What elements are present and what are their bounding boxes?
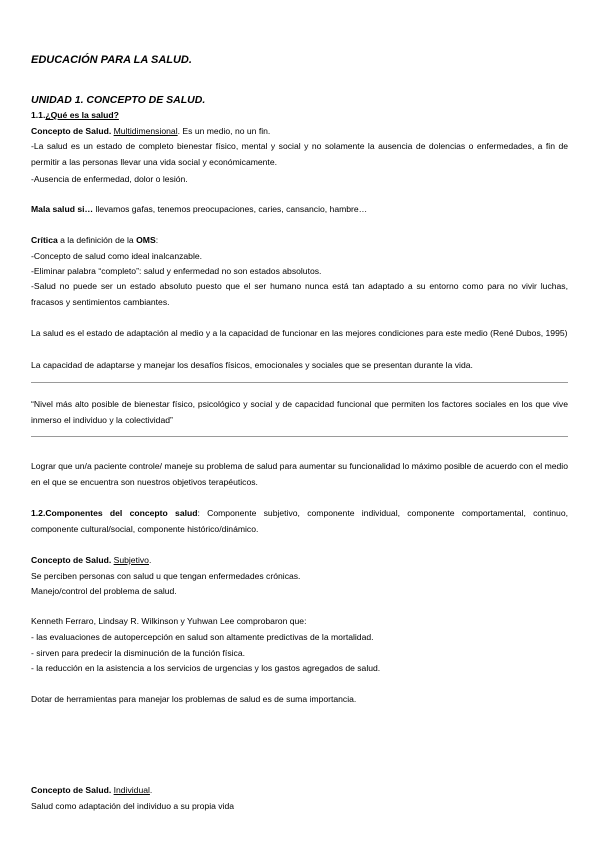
concepto-type: Subjetivo (113, 555, 149, 565)
section-number: 1.1. (31, 110, 46, 120)
separator: . (108, 126, 114, 136)
concepto-label: Concepto de Salud (31, 555, 109, 565)
concepto-label: Concepto de Salud (31, 126, 109, 136)
period: . (148, 555, 152, 565)
concepto-type: Individual (113, 785, 150, 795)
period: . (149, 785, 153, 795)
definition-oms: -La salud es un estado de completo bienestar físico, mental y social y no solamente la ausencia de dolencias o enfermedades, a fin de permitir a las personas llevar una vida social y económicamente. (31, 141, 568, 167)
capacidad-paragraph: La capacidad de adaptarse y manejar los desafíos físicos, emocionales y sociales que se presentan durante la vida. (31, 360, 473, 370)
unit-title: UNIDAD 1. CONCEPTO DE SALUD. (31, 94, 206, 106)
mala-salud-label: Mala salud si… (31, 204, 94, 214)
dubos-paragraph: La salud es el estado de adaptación al medio y a la capacidad de funcionar en las mejores condiciones para este medio (René Dubos, 1995) (31, 328, 568, 338)
subjetivo-line: Manejo/control del problema de salud. (31, 586, 177, 596)
subjetivo-line: Se perciben personas con salud u que tengan enfermedades crónicas. (31, 571, 301, 581)
ferraro-intro: Kenneth Ferraro, Lindsay R. Wilkinson y Yuhwan Lee comprobaron que: (31, 616, 307, 626)
oms-label: OMS (136, 235, 156, 245)
divider (31, 382, 568, 383)
quote-paragraph: “Nivel más alto posible de bienestar físico, psicológico y social y de capacidad funcional que permiten los factores sociales en los que vive inmerso el individuo y la colectividad” (31, 399, 568, 425)
critica-item: -Salud no puede ser un estado absoluto puesto que el ser humano nunca está tan adaptado a su entorno como para no vivir luchas, fracasos y sentimientos cambiantes. (31, 281, 568, 307)
concepto-rest: . Es un medio, no un fin. (177, 126, 271, 136)
section-1-2 (31, 506, 568, 537)
critica-end: : (155, 235, 159, 245)
concepto-subjetivo (31, 555, 151, 566)
section-1-2-text: : Componente subjetivo, componente individual, componente comportamental, continuo, componente cultural/social, componente histórico/dinámico. (31, 508, 568, 534)
critica-item: -Concepto de salud como ideal inalcanzable. (31, 251, 203, 261)
ferraro-item: - la reducción en la asistencia a los servicios de urgencias y los gastos agregados de salud. (31, 663, 381, 673)
mala-salud (31, 204, 367, 215)
section-1-2-heading: 1.2.Componentes del concepto salud (31, 508, 198, 518)
ferraro-item: - sirven para predecir la disminución de la función física. (31, 648, 245, 658)
section-label: ¿Qué es la salud? (45, 110, 119, 120)
concepto-type: Multidimensional (113, 126, 178, 136)
separator: . (108, 555, 114, 565)
critica-label: Crítica (31, 235, 58, 245)
mala-salud-text: llevamos gafas, tenemos preocupaciones, caries, cansancio, hambre… (93, 204, 368, 214)
individual-line: Salud como adaptación del individuo a su propia vida (31, 801, 235, 811)
concepto-label: Concepto de Salud (31, 785, 109, 795)
critica-mid: a la definición de la (57, 235, 137, 245)
critica-item: -Eliminar palabra “completo”: salud y enfermedad no son estados absolutos. (31, 266, 322, 276)
critica-heading (31, 235, 158, 246)
divider (31, 436, 568, 437)
definition-ausencia: -Ausencia de enfermedad, dolor o lesión. (31, 174, 188, 184)
separator: . (108, 785, 114, 795)
concepto-individual (31, 785, 152, 796)
concepto-multidimensional (31, 126, 270, 137)
ferraro-item: - las evaluaciones de autopercepción en salud son altamente predictivas de la mortalidad. (31, 632, 374, 642)
lograr-paragraph: Lograr que un/a paciente controle/ maneje su problema de salud para aumentar su funcionalidad lo máximo posible de acuerdo con el medio en el que se encuentra son nuestros objetivos terapéuticos. (31, 461, 568, 487)
dotar-paragraph: Dotar de herramientas para manejar los problemas de salud es de suma importancia. (31, 694, 357, 704)
section-1-1-heading (31, 110, 119, 121)
document-title: EDUCACIÓN PARA LA SALUD. (31, 54, 192, 66)
